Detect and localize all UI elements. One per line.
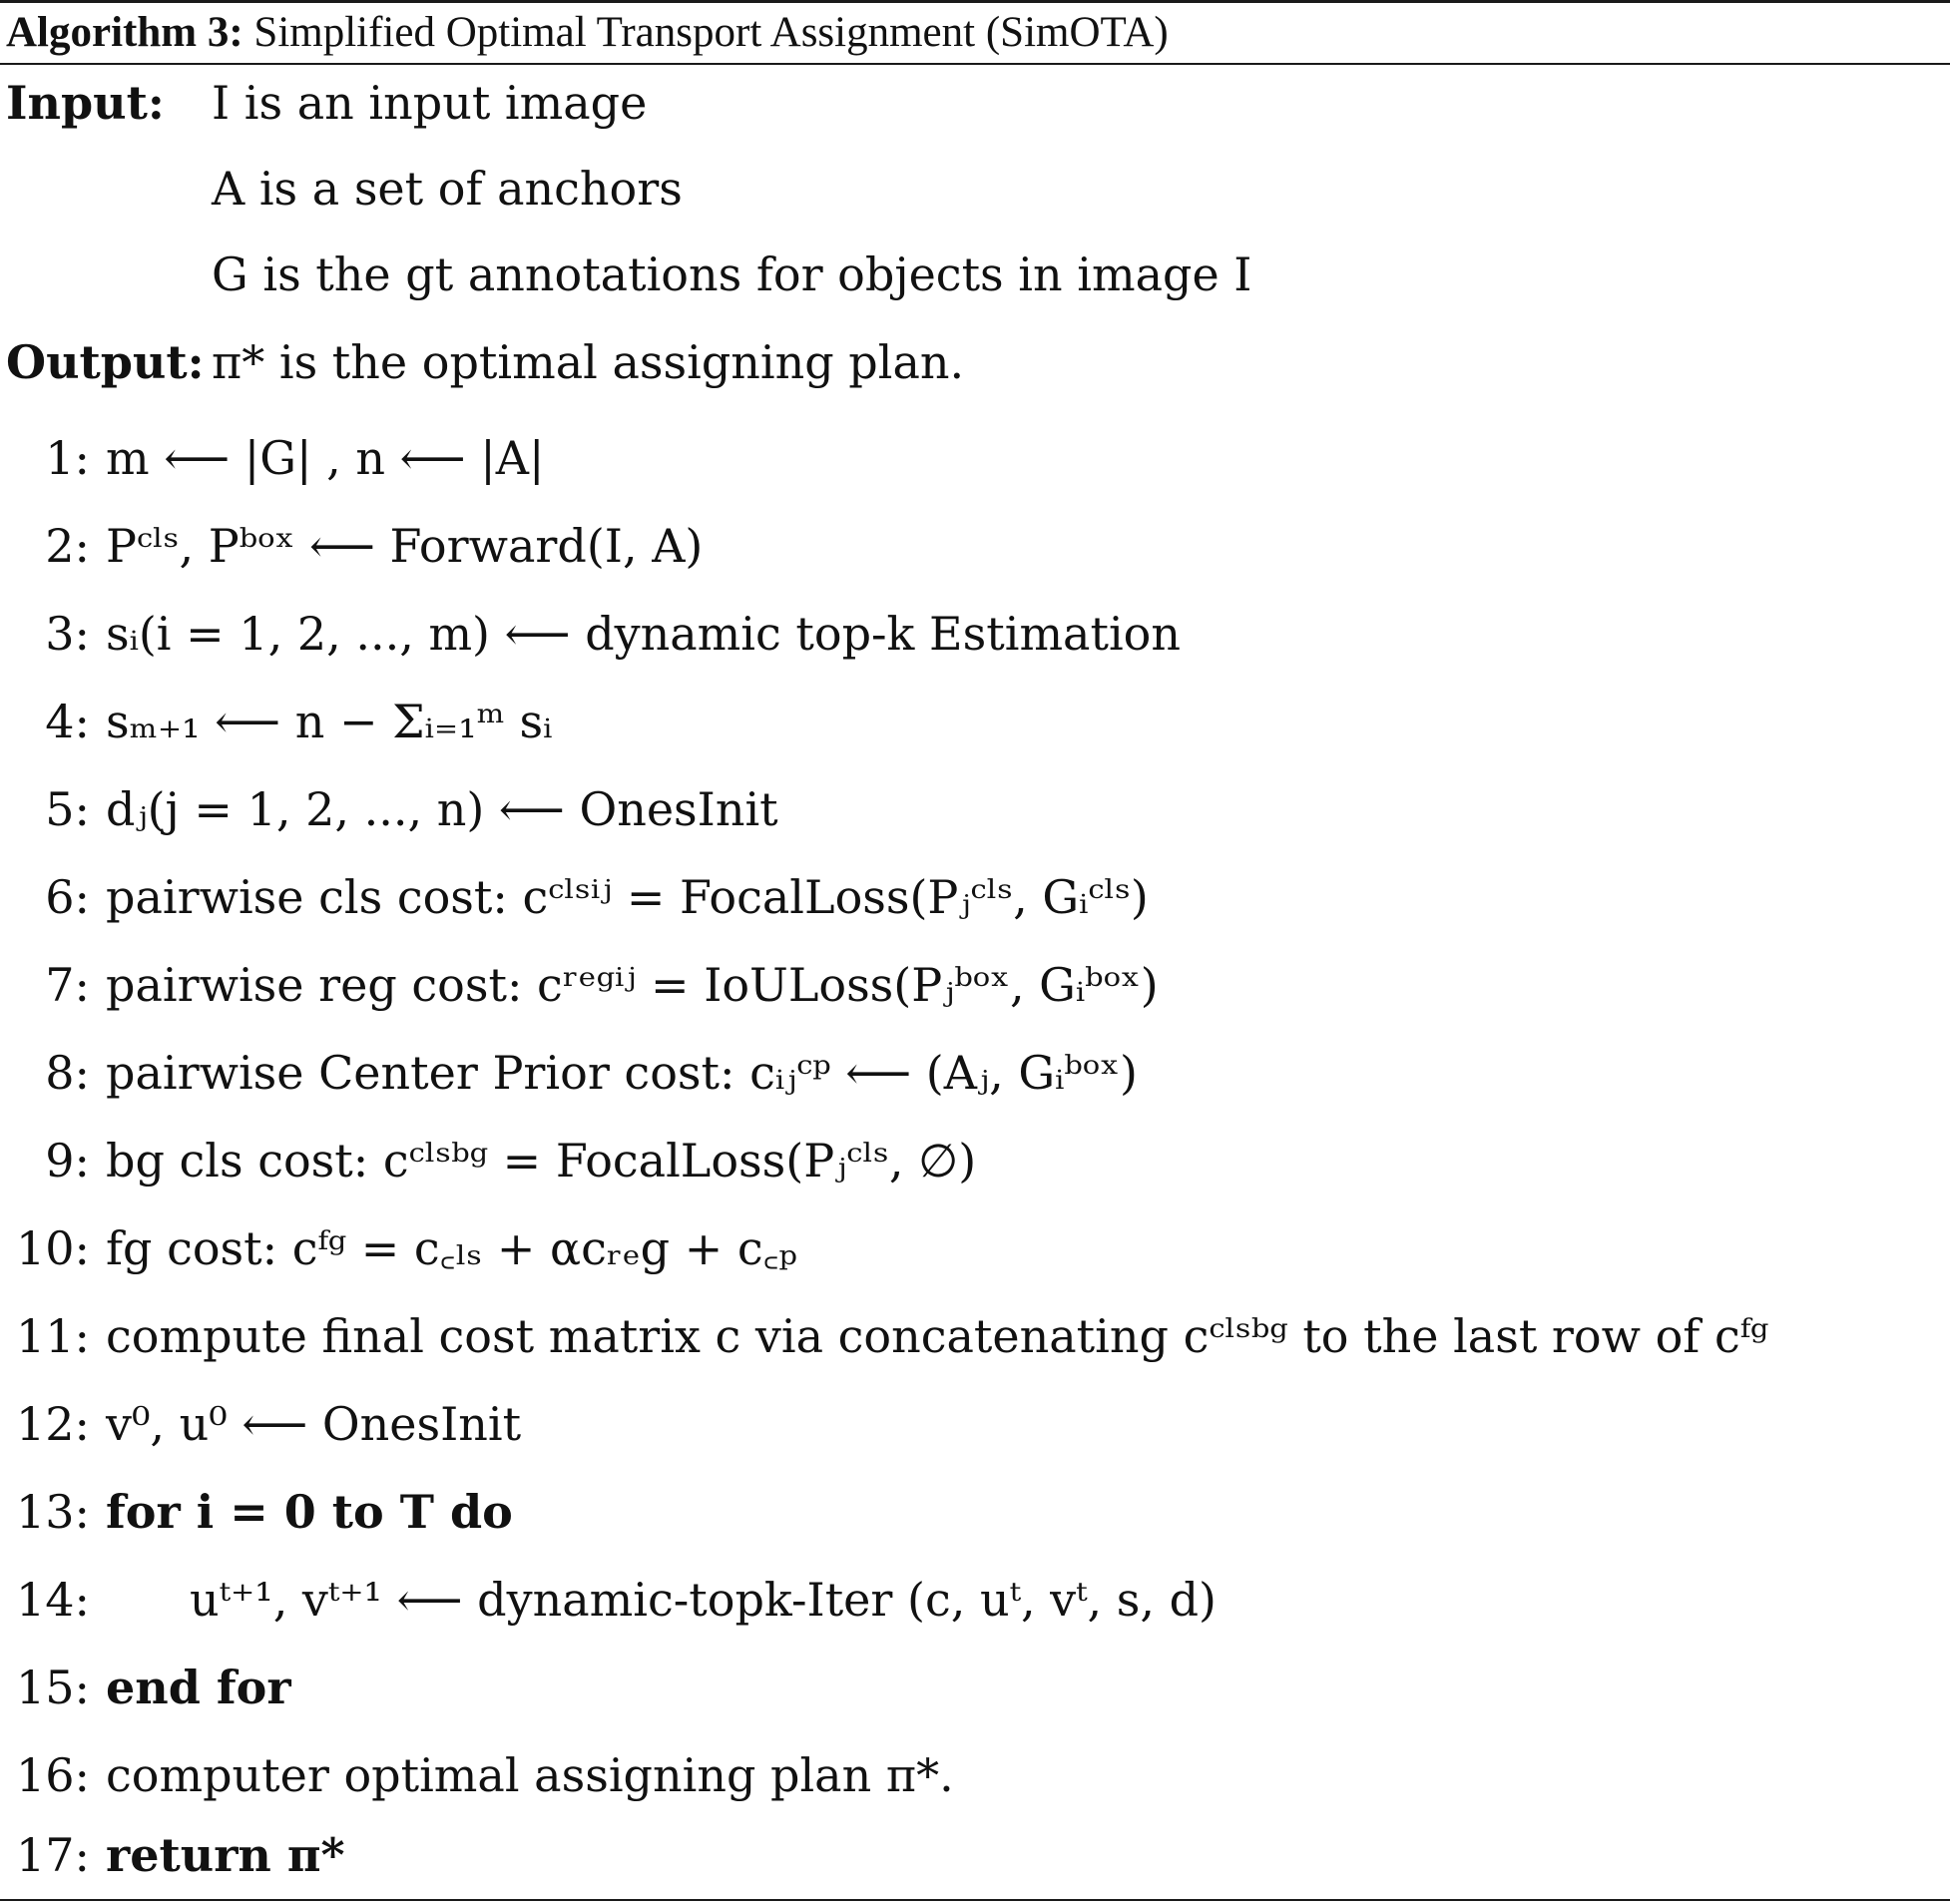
line-text: bg cls cost: cᶜˡˢᵇᵍ = FocalLoss(Pⱼᶜˡˢ, ∅) [106,1134,977,1188]
algorithm-header [6,4,1169,62]
algorithm-line [0,853,1149,941]
algorithm-line [0,1731,954,1819]
bottom-rule [0,1899,1950,1901]
algorithm-line [0,1811,345,1899]
input-label: Input: [6,76,165,130]
line-number: 8: [45,1046,90,1100]
line-number: 4: [45,695,90,748]
line-text: m ⟵ |G| , n ⟵ |A| [106,431,545,485]
line-text: dⱼ(j = 1, 2, ..., n) ⟵ OnesInit [106,782,778,836]
input-line-3: G is the gt annotations for objects in image I [212,247,1252,301]
line-number: 17: [15,1828,90,1882]
line-number: 12: [15,1397,90,1451]
input-row-3 [6,239,1251,309]
algorithm-line [0,1204,797,1292]
output-line: π* is the optimal assigning plan. [212,335,965,389]
line-number: 1: [45,431,90,485]
line-text: end for [106,1661,291,1714]
line-text: compute final cost matrix c via concatenating cᶜˡˢᵇᵍ to the last row of cᶠᵍ [106,1309,1769,1363]
algorithm-line [0,502,703,590]
line-number: 15: [15,1661,90,1714]
algorithm-line [0,1117,976,1204]
line-text: pairwise cls cost: cᶜˡˢⁱʲ = FocalLoss(Pⱼᶜˡˢ, Gᵢᶜˡˢ) [106,870,1149,924]
header-rule [0,63,1950,65]
line-number: 5: [45,782,90,836]
algorithm-line [0,590,1181,678]
line-text: pairwise Center Prior cost: cᵢⱼᶜᵖ ⟵ (Aⱼ, Gᵢᵇᵒˣ) [106,1046,1138,1100]
line-number: 3: [45,607,90,661]
algorithm-label: Algorithm 3: [6,9,244,56]
algorithm-line [0,1468,513,1556]
input-line-2: A is a set of anchors [212,162,683,216]
line-number: 13: [15,1485,90,1539]
line-number: 6: [45,870,90,924]
line-text: sₘ₊₁ ⟵ n − Σᵢ₌₁ᵐ sᵢ [106,695,553,748]
line-number: 10: [15,1221,90,1275]
line-text: computer optimal assigning plan π*. [106,1748,954,1802]
line-number: 2: [45,519,90,573]
algorithm-line [0,1380,521,1468]
line-text: Pᶜˡˢ, Pᵇᵒˣ ⟵ Forward(I, A) [106,519,704,573]
input-row [6,68,647,138]
line-number: 9: [45,1134,90,1188]
algorithm-line [0,414,544,502]
top-rule [0,0,1950,3]
line-number: 16: [15,1748,90,1802]
line-number: 14: [15,1573,90,1627]
line-text: fg cost: cᶠᵍ = c꜀ₗₛ + αcᵣₑg + c꜀ₚ [106,1221,797,1275]
line-text: return π* [106,1828,345,1882]
algorithm-line [0,1556,1217,1644]
input-line-1: I is an input image [212,76,648,130]
algorithm-line [0,1029,1138,1117]
output-label: Output: [6,335,205,389]
line-number: 11: [15,1309,90,1363]
line-text: sᵢ(i = 1, 2, ..., m) ⟵ dynamic top-k Estimation [106,607,1182,661]
algorithm-line [0,941,1159,1029]
input-row-2 [6,154,683,224]
line-text: for i = 0 to T do [106,1485,513,1539]
algorithm-line [0,1644,291,1731]
line-text: v⁰, u⁰ ⟵ OnesInit [106,1397,522,1451]
algorithm-line [0,765,778,853]
algorithm-line [0,1292,1768,1380]
line-number: 7: [45,958,90,1012]
algorithm-line [0,678,552,765]
output-row [6,327,964,397]
line-text: pairwise reg cost: cʳᵉᵍⁱʲ = IoULoss(Pⱼᵇᵒˣ, Gᵢᵇᵒˣ) [106,958,1159,1012]
line-text: uᵗ⁺¹, vᵗ⁺¹ ⟵ dynamic-topk-Iter (c, uᵗ, vᵗ, s, d) [190,1573,1218,1627]
algorithm-title: Simplified Optimal Transport Assignment (SimOTA) [253,9,1169,56]
